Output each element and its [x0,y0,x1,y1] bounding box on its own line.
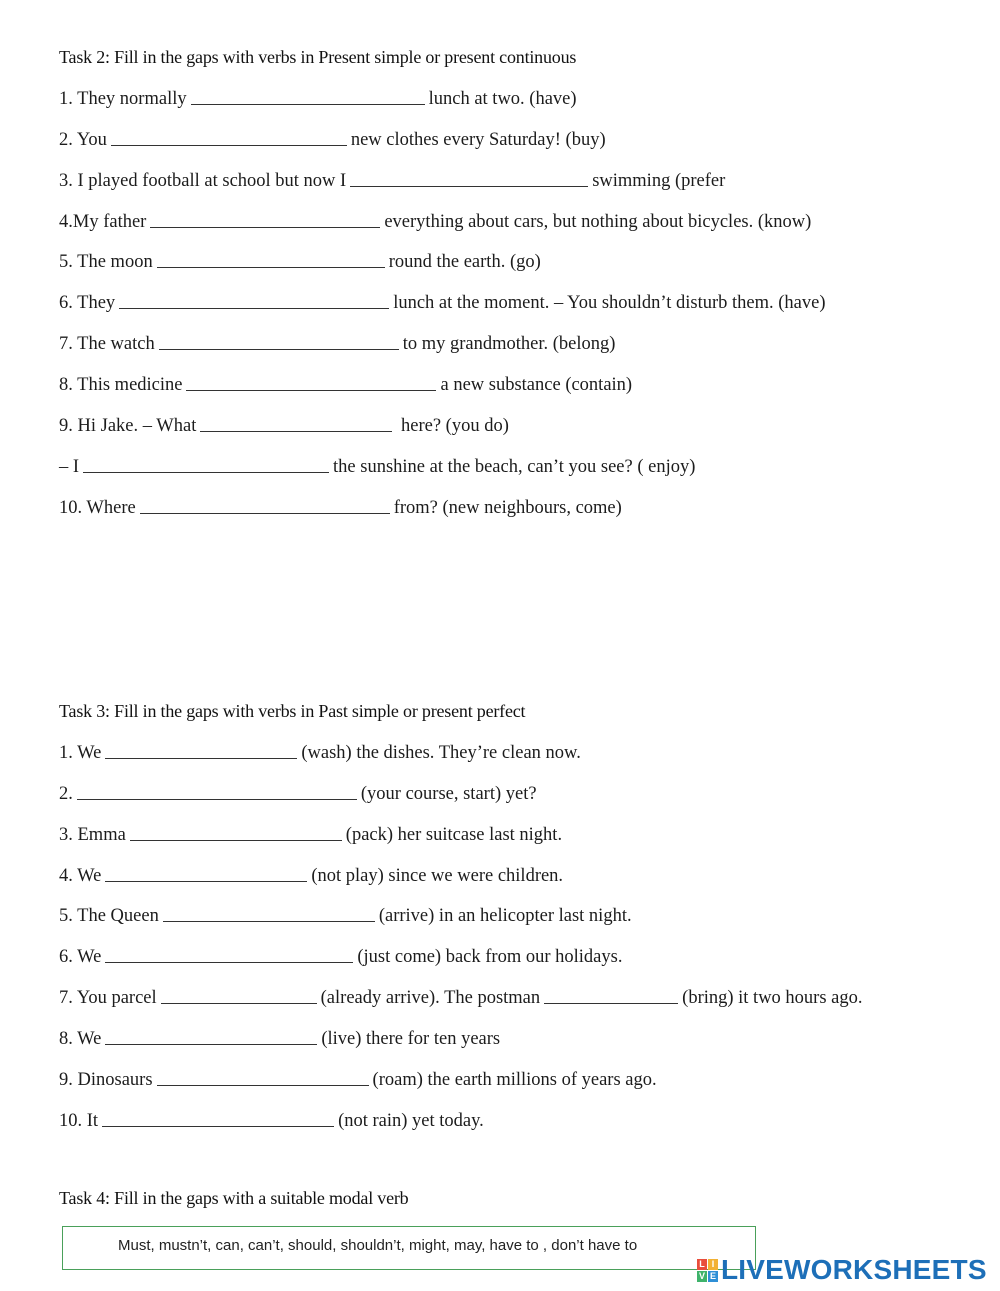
item-text: (just come) back from our holidays. [357,947,623,967]
task2-item-1 [59,87,577,110]
item-text: (pack) her suitcase last night. [345,825,563,845]
item-text: swimming (prefer [592,171,726,191]
answer-gap[interactable] [102,1110,334,1127]
task2-item-8 [59,373,632,396]
answer-gap[interactable] [105,946,353,963]
liveworksheets-logo [697,1253,987,1287]
item-text: 6. We [59,947,102,967]
item-text: 2. [59,784,73,804]
item-text: (live) there for ten years [321,1029,501,1049]
task3-item-7 [59,986,863,1009]
logo-mark-icon [697,1259,718,1282]
answer-gap[interactable] [544,987,678,1004]
logo-letter: L [697,1259,707,1270]
modal-verb-list: Must, mustn’t, can, can’t, should, shouldn’t, might, may, have to , don’t have to [118,1237,638,1254]
task3-item-10 [59,1109,484,1132]
task4-heading: Task 4: Fill in the gaps with a suitable modal verb [59,1188,409,1208]
item-text: (your course, start) yet? [360,784,537,804]
task3-item-1 [59,741,581,764]
answer-gap[interactable] [105,865,307,882]
task3-item-5 [59,904,632,927]
task3-heading: Task 3: Fill in the gaps with verbs in Past simple or present perfect [59,701,526,721]
answer-gap[interactable] [83,456,329,473]
task3-item-2 [59,782,537,805]
task3-item-4 [59,864,563,887]
task2-item-10 [59,496,622,519]
logo-letter: E [709,1270,716,1281]
item-text: round the earth. (go) [388,252,541,272]
task2-heading: Task 2: Fill in the gaps with verbs in Present simple or present continuous [59,47,577,67]
answer-gap[interactable] [150,211,380,228]
item-text: a new substance (contain) [440,375,633,395]
item-text: 7. The watch [59,334,155,354]
item-text: the sunshine at the beach, can’t you see? ( enjoy) [333,457,696,477]
item-text: 2. You [59,130,107,150]
item-text: 9. Dinosaurs [59,1070,153,1090]
item-text: 1. We [59,743,102,763]
item-text: 3. I played football at school but now I [59,171,347,191]
answer-gap[interactable] [200,415,392,432]
item-text: (wash) the dishes. They’re clean now. [301,743,581,763]
item-text: lunch at the moment. – You shouldn’t disturb them. (have) [393,293,826,313]
task2-item-3 [59,169,725,192]
item-text: (already arrive). The postman [320,988,541,1008]
task2-item-9b [59,455,695,478]
task3-item-8 [59,1027,500,1050]
answer-gap[interactable] [161,987,317,1004]
item-text: (roam) the earth millions of years ago. [372,1070,657,1090]
task2-item-7 [59,332,615,355]
item-text: 5. The Queen [59,906,159,926]
item-text: to my grandmother. (belong) [402,334,616,354]
answer-gap[interactable] [105,742,297,759]
task2-item-5 [59,250,541,273]
item-text: 10. Where [59,498,136,518]
modal-verb-box [62,1226,756,1270]
task2-item-4 [59,210,811,233]
task3-item-9 [59,1068,657,1091]
item-text: 6. They [59,293,116,313]
item-text: here? (you do) [396,416,509,436]
item-text: everything about cars, but nothing about bicycles. (know) [384,212,812,232]
item-text: (bring) it two hours ago. [682,988,863,1008]
logo-text: LIVEWORKSHEETS [721,1254,987,1285]
answer-gap[interactable] [186,374,436,391]
item-text: (not rain) yet today. [338,1111,484,1131]
answer-gap[interactable] [159,333,399,350]
item-text: 10. It [59,1111,99,1131]
item-text: – I [59,457,80,477]
logo-letter: I [708,1259,718,1270]
item-text: 4.My father [59,212,147,232]
item-text: (arrive) in an helicopter last night. [378,906,632,926]
logo-letter: V [698,1270,705,1281]
answer-gap[interactable] [350,170,588,187]
item-text: 3. Emma [59,825,126,845]
item-text: new clothes every Saturday! (buy) [350,130,606,150]
task3-item-3 [59,823,562,846]
answer-gap[interactable] [105,1028,317,1045]
item-text: (not play) since we were children. [311,866,564,886]
answer-gap[interactable] [191,88,425,105]
task2-item-2 [59,128,606,151]
item-text: 1. They normally [59,89,187,109]
item-text: from? (new neighbours, come) [393,498,622,518]
item-text: 7. You parcel [59,988,157,1008]
answer-gap[interactable] [130,824,342,841]
answer-gap[interactable] [140,497,390,514]
answer-gap[interactable] [111,129,347,146]
task2-item-6 [59,291,826,314]
item-text: lunch at two. (have) [428,89,577,109]
item-text: 9. Hi Jake. – What [59,416,197,436]
item-text: 8. This medicine [59,375,183,395]
answer-gap[interactable] [77,783,357,800]
task3-item-6 [59,945,622,968]
item-text: 5. The moon [59,252,153,272]
item-text: 8. We [59,1029,102,1049]
answer-gap[interactable] [157,251,385,268]
answer-gap[interactable] [163,905,375,922]
item-text: 4. We [59,866,102,886]
task2-item-9 [59,414,509,437]
answer-gap[interactable] [157,1069,369,1086]
answer-gap[interactable] [119,292,389,309]
